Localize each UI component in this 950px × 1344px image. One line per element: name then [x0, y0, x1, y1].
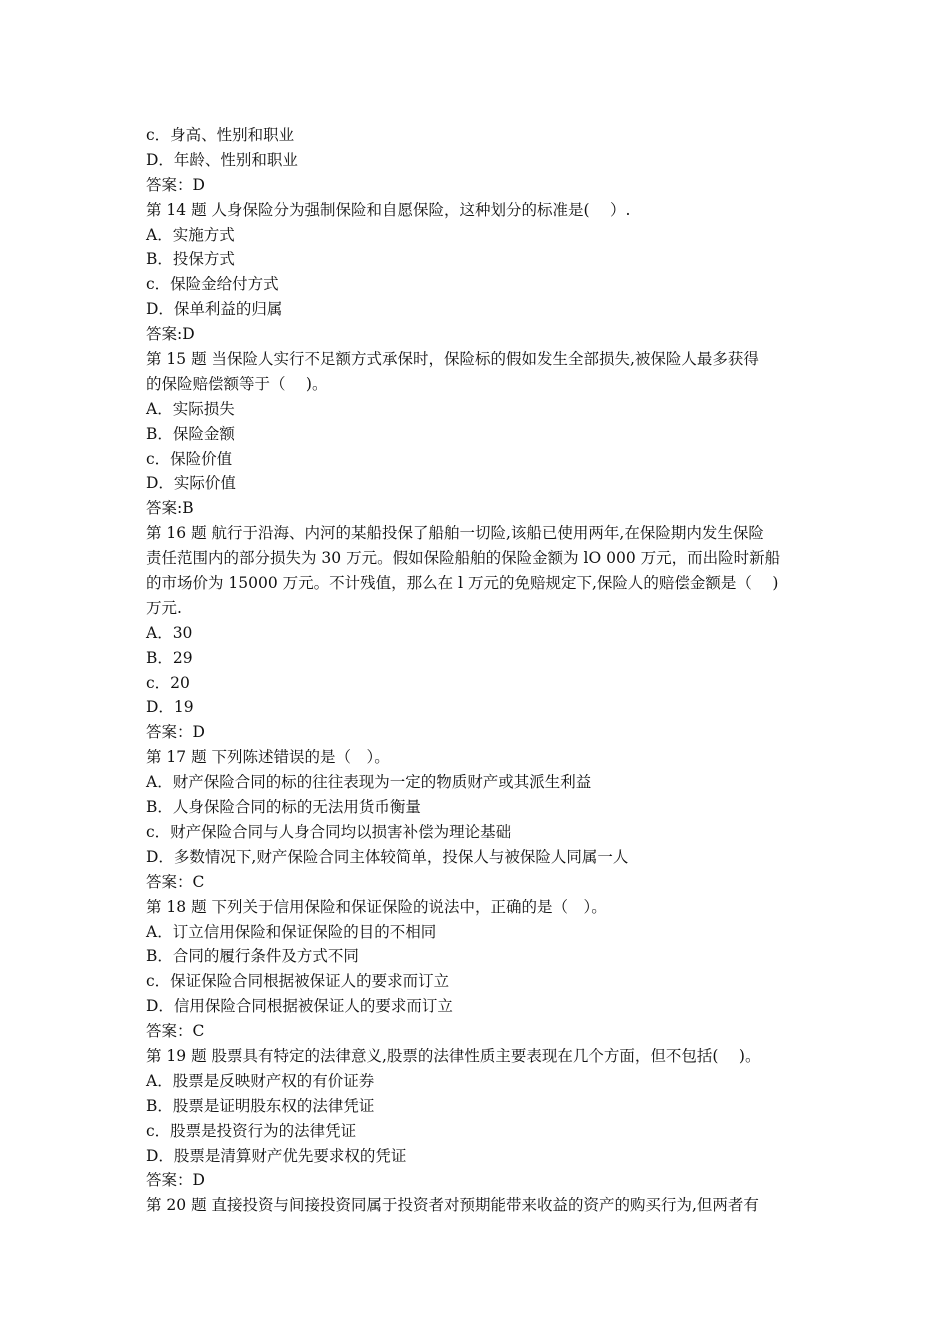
option-d-q16: D．19	[146, 698, 194, 717]
question-15-line-2: 的保险赔偿额等于（ )。	[146, 374, 328, 393]
option-a-q19: A．股票是反映财产权的有价证券	[146, 1071, 375, 1090]
option-c-q19: c．股票是投资行为的法律凭证	[146, 1121, 357, 1140]
option-c-q13: c．身高、性别和职业	[146, 126, 295, 144]
question-16-line-4: 万元.	[146, 598, 182, 617]
answer-q17: 答案：C	[146, 872, 205, 891]
option-c-q18: c．保证保险合同根据被保证人的要求而订立	[146, 972, 450, 991]
option-a-q14: A．实施方式	[146, 225, 235, 244]
option-d-q19: D．股票是清算财产优先要求权的凭证	[146, 1146, 407, 1165]
question-18: 第 18 题 下列关于信用保险和保证保险的说法中，正确的是（ ）。	[146, 897, 607, 916]
question-16-line-2: 责任范围内的部分损失为 30 万元。假如保险船舶的保险金额为 lO 000 万元，而出险时新船	[146, 549, 781, 568]
option-d-q15: D．实际价值	[146, 474, 236, 493]
question-15-line-1: 第 15 题 当保险人实行不足额方式承保时，保险标的假如发生全部损失,被保险人最多获得	[146, 350, 759, 369]
option-d-q14: D．保单利益的归属	[146, 300, 283, 319]
option-b-q14: B．投保方式	[146, 250, 235, 269]
option-b-q17: B．人身保险合同的标的无法用货币衡量	[146, 798, 421, 817]
document-body	[146, 123, 808, 1218]
question-19: 第 19 题 股票具有特定的法律意义,股票的法律性质主要表现在几个方面，但不包括( )。	[146, 1046, 761, 1065]
option-c-q14: c．保险金给付方式	[146, 275, 279, 294]
question-14: 第 14 题 人身保险分为强制保险和自愿保险，这种划分的标准是( ）.	[146, 200, 631, 219]
question-20-line-1: 第 20 题 直接投资与间接投资同属于投资者对预期能带来收益的资产的购买行为,但两者有	[146, 1196, 759, 1215]
option-b-q16: B．29	[146, 648, 193, 667]
answer-q19: 答案：D	[146, 1171, 205, 1190]
answer-q14: 答案:D	[146, 325, 195, 344]
option-c-q17: c．财产保险合同与人身合同均以损害补偿为理论基础	[146, 822, 512, 841]
option-d-q17: D．多数情况下,财产保险合同主体较简单，投保人与被保险人同属一人	[146, 847, 629, 866]
option-c-q16: c．20	[146, 673, 190, 692]
option-c-q15: c．保险价值	[146, 449, 233, 468]
option-b-q19: B．股票是证明股东权的法律凭证	[146, 1096, 375, 1115]
option-b-q18: B．合同的履行条件及方式不同	[146, 947, 359, 966]
option-a-q16: A．30	[146, 623, 193, 642]
option-b-q15: B．保险金额	[146, 424, 235, 443]
answer-q15: 答案:B	[146, 499, 194, 518]
question-17: 第 17 题 下列陈述错误的是（ ）。	[146, 748, 390, 767]
option-a-q15: A．实际损失	[146, 399, 235, 418]
option-d-q13: D．年龄、性别和职业	[146, 150, 298, 169]
answer-q18: 答案：C	[146, 1022, 205, 1041]
option-d-q18: D．信用保险合同根据被保证人的要求而订立	[146, 997, 453, 1016]
question-16-line-1: 第 16 题 航行于沿海、内河的某船投保了船舶一切险,该船已使用两年,在保险期内发生保险	[146, 524, 764, 543]
option-a-q17: A．财产保险合同的标的往往表现为一定的物质财产或其派生利益	[146, 773, 592, 792]
answer-q13: 答案：D	[146, 175, 205, 194]
question-16-line-3: 的市场价为 15000 万元。不计残值，那么在 l 万元的免赔规定下,保险人的赔偿金额是（ )	[146, 574, 779, 593]
option-a-q18: A．订立信用保险和保证保险的目的不相同	[146, 922, 437, 941]
answer-q16: 答案：D	[146, 723, 205, 742]
